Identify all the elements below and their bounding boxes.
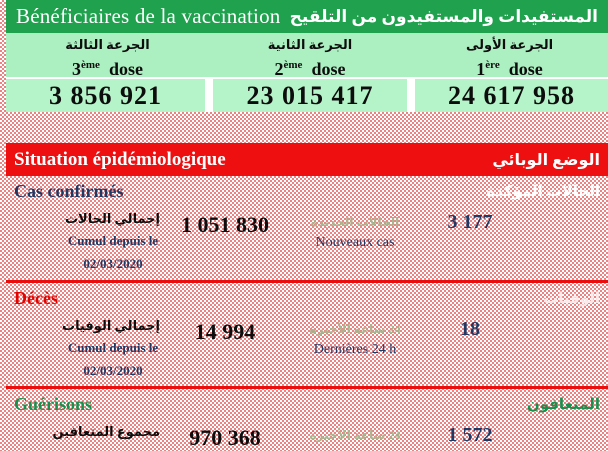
deaths-recent-value: 18 [460, 318, 480, 340]
dose-3-value: 3 856 921 [6, 79, 205, 112]
recoveries-recent-label [290, 422, 420, 451]
dose-1-value: 24 617 958 [415, 79, 608, 112]
dose-3-label-ar: الجرعة الثالثة [65, 37, 150, 52]
deaths-total-label [62, 316, 160, 386]
deaths-total-label-ar: إجمالي الوفيات [62, 318, 160, 333]
separator-line [6, 280, 608, 283]
recoveries-heading-fr: Guérisons [14, 394, 93, 414]
vaccination-title-fr: Bénéficiaires de la vaccination [16, 4, 281, 28]
confirmed-total-label-fr: Cumul depuis le [67, 233, 159, 248]
dose-1-label-fr: 1ère dose [476, 59, 543, 79]
confirmed-heading-ar: الحالات المؤكدة [486, 184, 600, 200]
section-confirmed-heading [6, 178, 608, 205]
section-deaths-heading [6, 285, 608, 312]
confirmed-recent-value: 3 177 [447, 211, 493, 233]
confirmed-heading-fr: Cas confirmés [14, 181, 124, 201]
section-recoveries-row [6, 418, 608, 451]
recoveries-total-value: 970 368 [189, 425, 261, 450]
dose-column-2 [209, 36, 411, 80]
recoveries-total-label-ar: مجموع المتعافين [52, 424, 160, 439]
epidemiology-band [6, 143, 608, 176]
epidemiology-title-fr: Situation épidémiologique [14, 148, 226, 170]
deaths-total-value: 14 994 [194, 319, 256, 344]
dose-header-row [6, 33, 608, 77]
confirmed-total-value: 1 051 830 [181, 212, 269, 237]
confirmed-total-date: 02/03/2020 [83, 256, 143, 271]
deaths-recent-label-fr: Dernières 24 h [313, 342, 397, 357]
confirmed-recent-label-fr: Nouveaux cas [315, 235, 395, 250]
deaths-heading-fr: Décès [14, 288, 58, 308]
deaths-recent-label [290, 316, 420, 386]
confirmed-total-label-ar: إجمالي الحالات [64, 211, 160, 226]
recoveries-total-label [52, 422, 160, 451]
dose-1-label-ar: الجرعة الأولى [465, 37, 554, 52]
vaccination-title-ar: المستفيدات والمستفيدون من التلقيح [289, 6, 598, 26]
recoveries-recent-label-ar: 24 ساعة الأخيرة [309, 428, 401, 442]
dose-2-label-fr: 2ème dose [274, 59, 346, 79]
deaths-total-label-fr: Cumul depuis le [67, 340, 159, 355]
confirmed-recent-label [290, 209, 420, 280]
recoveries-heading-ar: المتعافون [526, 397, 600, 413]
section-deaths-row [6, 312, 608, 386]
section-confirmed-row [6, 205, 608, 280]
deaths-recent-label-ar: 24 ساعة الأخيرة [309, 322, 401, 336]
dose-column-3 [6, 36, 209, 80]
epidemiology-title-ar: الوضع الوبائي [492, 151, 600, 169]
dose-2-value: 23 015 417 [213, 79, 407, 112]
vaccination-banner [6, 0, 608, 33]
confirmed-total-label [66, 209, 160, 280]
dose-values-row [6, 79, 608, 112]
deaths-heading-ar: الوفيات [543, 291, 600, 307]
dose-column-1 [411, 36, 608, 80]
dose-2-label-ar: الجرعة الثانية [267, 37, 353, 52]
deaths-total-date: 02/03/2020 [83, 363, 143, 378]
vaccination-doses-panel [6, 33, 608, 112]
section-recoveries-heading [6, 391, 608, 418]
confirmed-recent-label-ar: الحالات الجديدة [310, 215, 400, 229]
separator-line [6, 386, 608, 389]
recoveries-recent-value: 1 572 [447, 424, 493, 446]
dose-3-label-fr: 3ème dose [72, 59, 143, 79]
